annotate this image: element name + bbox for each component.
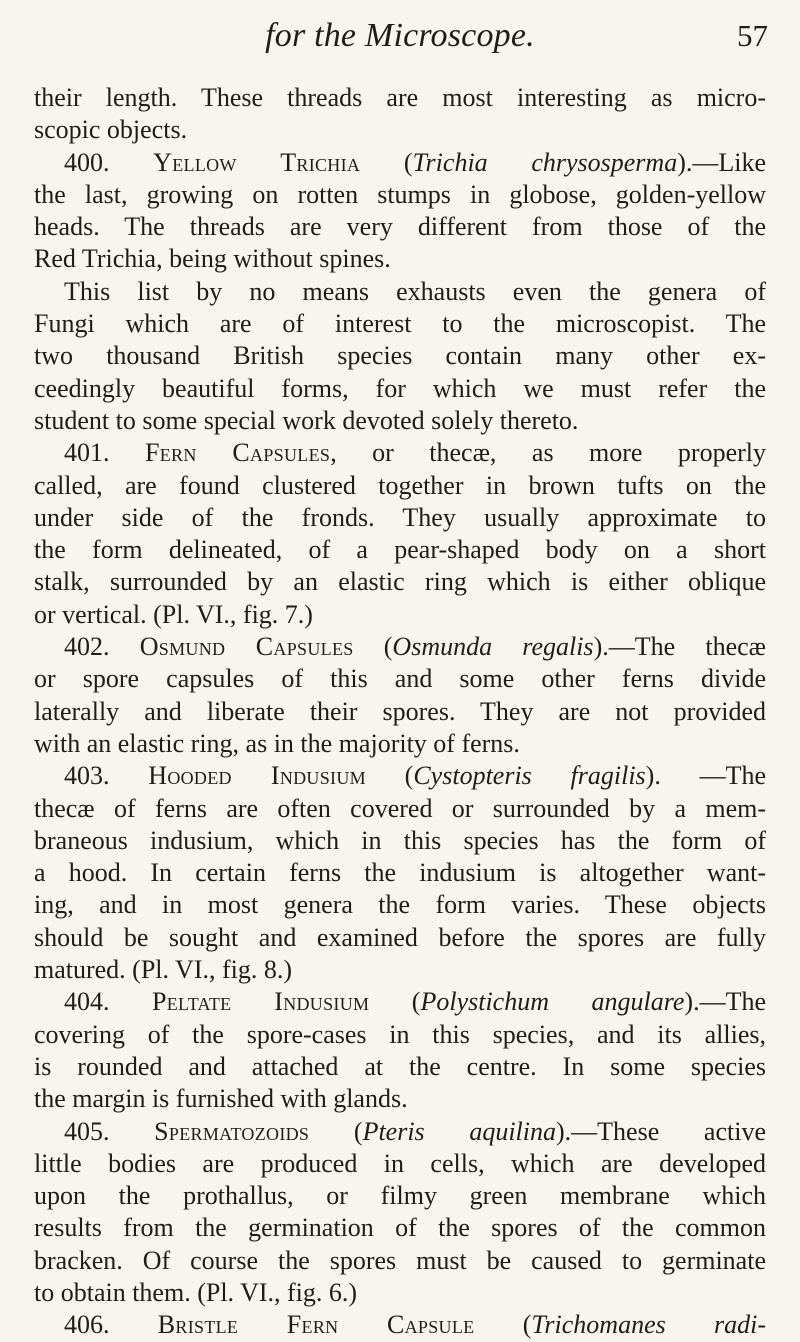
line-text: ing, and in most genera the form varies. These objects: [34, 890, 766, 920]
line-text: Fungi which are of interest to the microscopist. The: [34, 309, 766, 339]
text-line: [34, 82, 766, 114]
entry-number: 402.: [64, 632, 110, 662]
text-line: [34, 663, 766, 695]
line-text: ).—Like: [677, 147, 766, 177]
line-text: student to some special work devoted solely thereto.: [34, 405, 579, 435]
line-text: laterally and liberate their spores. They are not provided: [34, 696, 766, 726]
text-line: [34, 340, 766, 372]
entry-number: 404.: [64, 987, 110, 1017]
line-text: bracken. Of course the spores must be caused to germinate: [34, 1245, 766, 1275]
line-text: with an elastic ring, as in the majority of ferns.: [34, 728, 520, 758]
line-text: ). —The: [645, 761, 766, 791]
text-line: [34, 114, 766, 146]
entry-heading: Yellow Trichia: [153, 147, 361, 177]
line-text: thecæ of ferns are often covered or surrounded by a mem-: [34, 793, 766, 823]
open-paren: (: [474, 1310, 532, 1340]
text-line: [34, 1245, 766, 1277]
open-paren: (: [365, 761, 414, 791]
entry-number: 401.: [64, 438, 110, 468]
text-line: [34, 1083, 766, 1115]
line-text: two thousand British species contain many other ex-: [34, 341, 766, 371]
text-line: [34, 1051, 766, 1083]
line-text: Red Trichia, being without spines.: [34, 244, 391, 274]
entry-heading: Spermatozoids: [154, 1116, 310, 1146]
text-line: [34, 1212, 766, 1244]
text-line: [34, 502, 766, 534]
line-text: ceedingly beautiful forms, for which we must refer the: [34, 373, 766, 403]
text-line: [34, 986, 766, 1018]
text-line: [34, 1019, 766, 1051]
line-text: to obtain them. (Pl. VI., fig. 6.): [34, 1277, 358, 1307]
species-name: Polystichum angulare: [420, 987, 685, 1017]
line-text: should be sought and examined before the spores are fully: [34, 922, 766, 952]
text-line: [34, 276, 766, 308]
page-body-text: [34, 82, 766, 1342]
line-text: scopic objects.: [34, 115, 188, 145]
text-line: [34, 1116, 766, 1148]
open-paren: (: [353, 632, 393, 662]
entry-number: 400.: [64, 147, 110, 177]
text-line: [34, 857, 766, 889]
line-text: called, are found clustered together in brown tufts on the: [34, 470, 766, 500]
text-line: [34, 631, 766, 663]
text-line: [34, 1309, 766, 1341]
text-line: [34, 922, 766, 954]
line-text: stalk, surrounded by an elastic ring which is either oblique: [34, 567, 766, 597]
text-line: [34, 696, 766, 728]
text-line: [34, 405, 766, 437]
line-text: ).—The: [684, 987, 766, 1017]
line-text: the form delineated, of a pear-shaped body on a short: [34, 535, 766, 565]
entry-heading: Bristle Fern Capsule: [157, 1310, 475, 1340]
entry-number: 403.: [64, 761, 110, 791]
line-text: a hood. In certain ferns the indusium is altogether want-: [34, 858, 766, 888]
text-line: [34, 825, 766, 857]
text-line: [34, 179, 766, 211]
line-text: braneous indusium, which in this species has the form of: [34, 825, 766, 855]
species-name: Cystopteris fragilis: [413, 761, 646, 791]
text-line: [34, 599, 766, 631]
entry-heading: Peltate Indusium: [152, 987, 370, 1017]
line-text: heads. The threads are very different from those of the: [34, 212, 766, 242]
species-name: Pteris aquilina: [362, 1116, 557, 1146]
text-line: [34, 1148, 766, 1180]
text-line: [34, 243, 766, 275]
text-line: [34, 147, 766, 179]
species-name: Trichia chrysosperma: [412, 147, 678, 177]
entry-number: 405.: [64, 1116, 110, 1146]
text-line: [34, 889, 766, 921]
page-header: [0, 14, 800, 64]
line-text: under side of the fronds. They usually approximate to: [34, 502, 766, 532]
page-number: 57: [737, 18, 768, 53]
line-text: This list by no means exhausts even the genera of: [64, 276, 766, 306]
entry-heading: Hooded Indusium: [148, 761, 366, 791]
line-text: the margin is furnished with glands.: [34, 1084, 408, 1114]
text-line: [34, 793, 766, 825]
text-line: [34, 534, 766, 566]
line-text: little bodies are produced in cells, which are developed: [34, 1148, 766, 1178]
line-text: ).—These active: [556, 1116, 766, 1146]
text-line: [34, 308, 766, 340]
line-text: matured. (Pl. VI., fig. 8.): [34, 955, 293, 985]
text-line: [34, 954, 766, 986]
open-paren: (: [360, 147, 413, 177]
text-line: [34, 1180, 766, 1212]
text-line: [34, 470, 766, 502]
line-text: or spore capsules of this and some other ferns divide: [34, 664, 766, 694]
line-text: covering of the spore-cases in this species, and its allies,: [34, 1019, 766, 1049]
line-text: or vertical. (Pl. VI., fig. 7.): [34, 599, 313, 629]
line-text: their length. These threads are most interesting as micro-: [34, 83, 766, 112]
line-text: results from the germination of the spores of the common: [34, 1213, 766, 1243]
running-title: for the Microscope.: [265, 17, 535, 54]
text-line: [34, 211, 766, 243]
line-text: ).—The thecæ: [593, 632, 766, 662]
text-line: [34, 760, 766, 792]
text-line: [34, 566, 766, 598]
entry-heading: Fern Capsules: [144, 438, 331, 468]
entry-heading: Osmund Capsules: [139, 632, 354, 662]
line-text: , or thecæ, as more properly: [330, 438, 766, 468]
entry-number: 406.: [64, 1310, 110, 1340]
line-text: upon the prothallus, or filmy green membrane which: [34, 1181, 766, 1211]
line-text: is rounded and attached at the centre. In some species: [34, 1051, 766, 1081]
text-line: [34, 373, 766, 405]
text-line: [34, 1277, 766, 1309]
text-line: [34, 728, 766, 760]
line-text: the last, growing on rotten stumps in globose, golden-yellow: [34, 179, 766, 209]
open-paren: (: [369, 987, 421, 1017]
species-name: Trichomanes radi-: [531, 1310, 766, 1340]
text-line: [34, 437, 766, 469]
open-paren: (: [309, 1116, 363, 1146]
species-name: Osmunda regalis: [392, 632, 594, 662]
